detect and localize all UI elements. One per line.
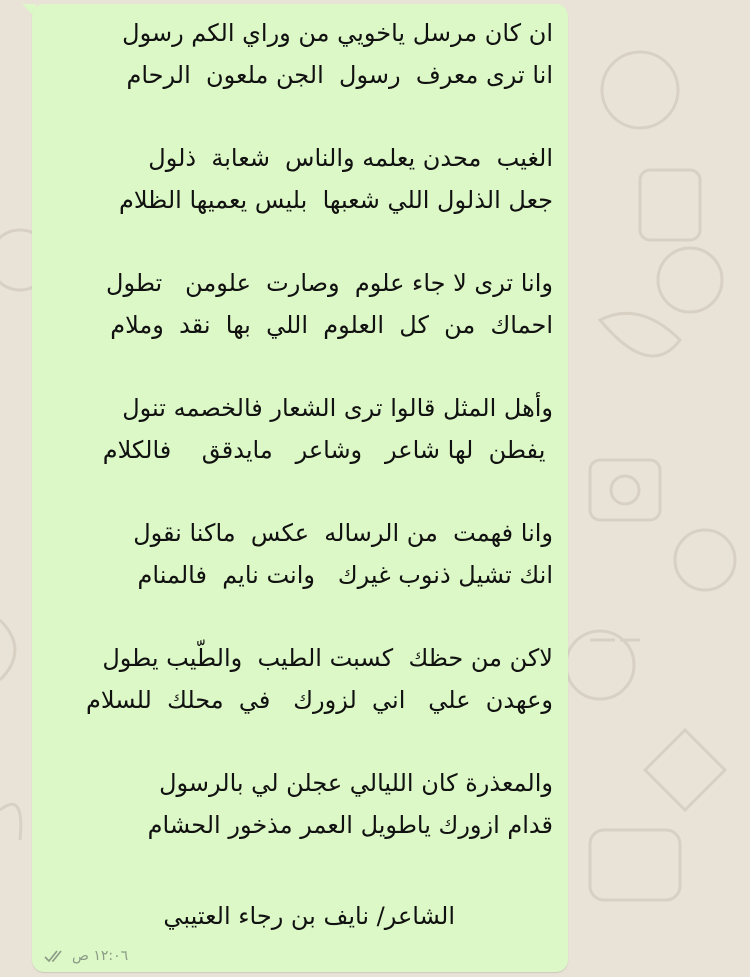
wallpaper-clock-icon xyxy=(590,830,680,900)
wallpaper-lens-icon xyxy=(611,476,639,504)
poem-line: قدام ازورك ياطويل العمر مذخور الحشام xyxy=(147,811,553,839)
poem-line: الغيب محدن يعلمه والناس شعابة ذلول xyxy=(148,144,553,172)
poem-line: انك تشيل ذنوب غيرك وانت نايم فالمنام xyxy=(137,561,553,589)
read-double-check-icon xyxy=(44,949,66,963)
poem-text xyxy=(53,12,553,887)
poem-line: يفطن لها شاعر وشاعر مايدقق فالكلام xyxy=(102,436,553,464)
wallpaper-shape-icon xyxy=(645,730,725,810)
stanza-2 xyxy=(53,137,553,221)
wallpaper-ball-icon xyxy=(658,248,722,312)
wallpaper-leaf-icon xyxy=(602,52,678,128)
poet-signature: الشاعر/ نايف بن رجاء العتيبي xyxy=(163,902,455,930)
wallpaper-left-curve-icon xyxy=(0,620,15,680)
poem-line: جعل الذلول اللي شعبها بليس يعميها الظلام xyxy=(118,186,553,214)
wallpaper-moon-icon xyxy=(600,313,680,356)
wallpaper-cup-icon xyxy=(640,170,700,240)
stanza-5 xyxy=(53,512,553,596)
message-meta xyxy=(44,948,128,964)
poem-line: والمعذرة كان الليالي عجلن لي بالرسول xyxy=(159,769,553,797)
wallpaper-left-curve2-icon xyxy=(0,804,21,840)
message-bubble[interactable] xyxy=(32,4,568,972)
poem-line: وعهدن علي اني لزورك في محلك للسلام xyxy=(86,686,553,714)
poem-line: وانا ترى لا جاء علوم وصارت علومن تطول xyxy=(106,269,553,297)
poem-line: لاكن من حظك كسبت الطيب والطّيب يطول xyxy=(102,644,553,672)
stanza-7 xyxy=(53,762,553,846)
poem-line: وأهل المثل قالوا ترى الشعار فالخصمه تنول xyxy=(122,394,553,422)
stanza-3 xyxy=(53,262,553,346)
poem-line: انا ترى معرف رسول الجن ملعون الرحام xyxy=(126,61,553,89)
wallpaper-camera-icon xyxy=(590,460,660,520)
stanza-6 xyxy=(53,637,553,721)
stanza-4 xyxy=(53,387,553,471)
wallpaper-bulb-icon xyxy=(675,530,735,590)
poem-line: وانا فهمت من الرساله عكس ماكنا نقول xyxy=(133,519,553,547)
message-time: ١٢:٠٦ ص xyxy=(72,948,129,964)
stanza-1 xyxy=(53,12,553,96)
poem-line: ان كان مرسل ياخويي من وراي الكم رسول xyxy=(122,19,553,47)
poem-line: احماك من كل العلوم اللي بها نقد وملام xyxy=(110,311,553,339)
